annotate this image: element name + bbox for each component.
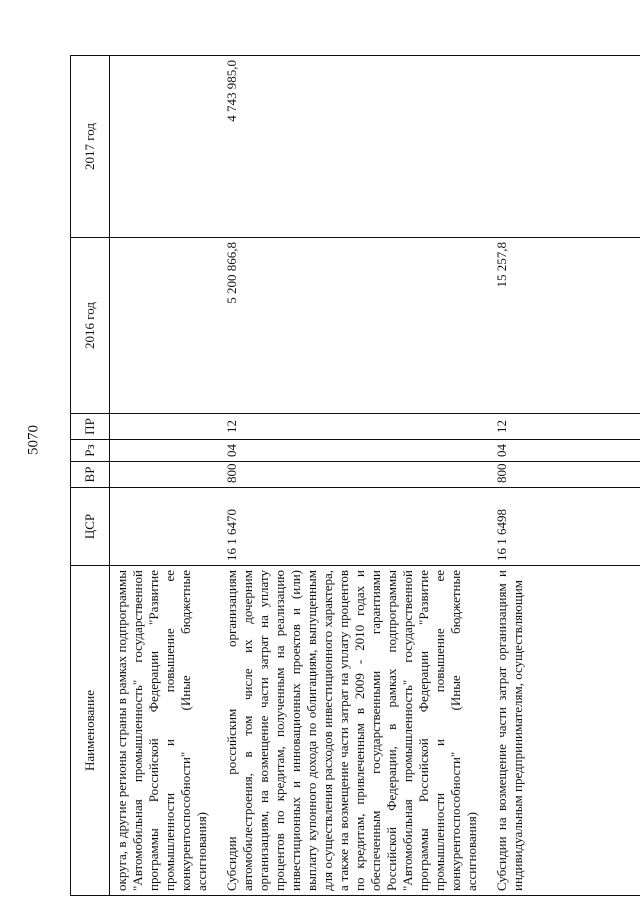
header-rz: Рз — [71, 440, 110, 462]
header-name: Наименование — [71, 566, 110, 896]
row-vr: 800 — [490, 462, 536, 488]
row-rz — [110, 440, 221, 462]
table-row — [110, 56, 221, 896]
table-continuation — [536, 56, 640, 896]
budget-table — [70, 55, 640, 896]
row-2017 — [110, 56, 221, 238]
header-vr: ВР — [71, 462, 110, 488]
row-vr — [110, 462, 221, 488]
row-csr: 16 1 6470 — [220, 488, 490, 566]
row-vr: 800 — [220, 462, 490, 488]
row-pr: 12 — [220, 414, 490, 440]
table-row — [490, 56, 536, 896]
row-2016 — [110, 238, 221, 414]
row-2016: 15 257,8 — [490, 238, 536, 414]
row-2017: 4 743 985,0 — [220, 56, 490, 238]
header-2017: 2017 год — [71, 56, 110, 238]
rotated-table-sheet — [70, 56, 630, 896]
row-csr — [110, 488, 221, 566]
row-rz: 04 — [220, 440, 490, 462]
header-csr: ЦСР — [71, 488, 110, 566]
table-row — [220, 56, 490, 896]
page-number: 5070 — [25, 425, 42, 455]
row-csr: 16 1 6498 — [490, 488, 536, 566]
row-2016: 5 200 866,8 — [220, 238, 490, 414]
row-rz: 04 — [490, 440, 536, 462]
row-name: округа, в другие регионы страны в рамках подпрограммы "Автомобильная промышленность" государственной программы Российской Федерации "Развитие промышленности и повышение ее конкурентоспособности" (Иные бюджетные ассигнования) — [110, 566, 221, 896]
row-2017 — [490, 56, 536, 238]
table-header — [71, 56, 110, 896]
header-2016: 2016 год — [71, 238, 110, 414]
row-name: Субсидии на возмещение части затрат организациям и индивидуальным предпринимателям, осуществляющим — [490, 566, 536, 896]
row-name: Субсидии российским организациям автомобилестроения, в том числе их дочерним организациям, на возмещение части затрат на уплату процентов по кредитам, полученным на реализацию инвестиционных и инновационных проектов и (или) выплату купонного дохода по облигациям, выпущенным для осуществления расходов инвестиционного характера, а также на возмещение части затрат на уплату процентов по кредитам, привлеченным в 2009 - 2010 годах и обеспеченным государственными гарантиями Российской Федерации, в рамках подпрограммы "Автомобильная промышленность" государственной программы Российской Федерации "Развитие промышленности и повышение ее конкурентоспособности" (Иные бюджетные ассигнования) — [220, 566, 490, 896]
row-pr — [110, 414, 221, 440]
row-pr: 12 — [490, 414, 536, 440]
header-pr: ПР — [71, 414, 110, 440]
